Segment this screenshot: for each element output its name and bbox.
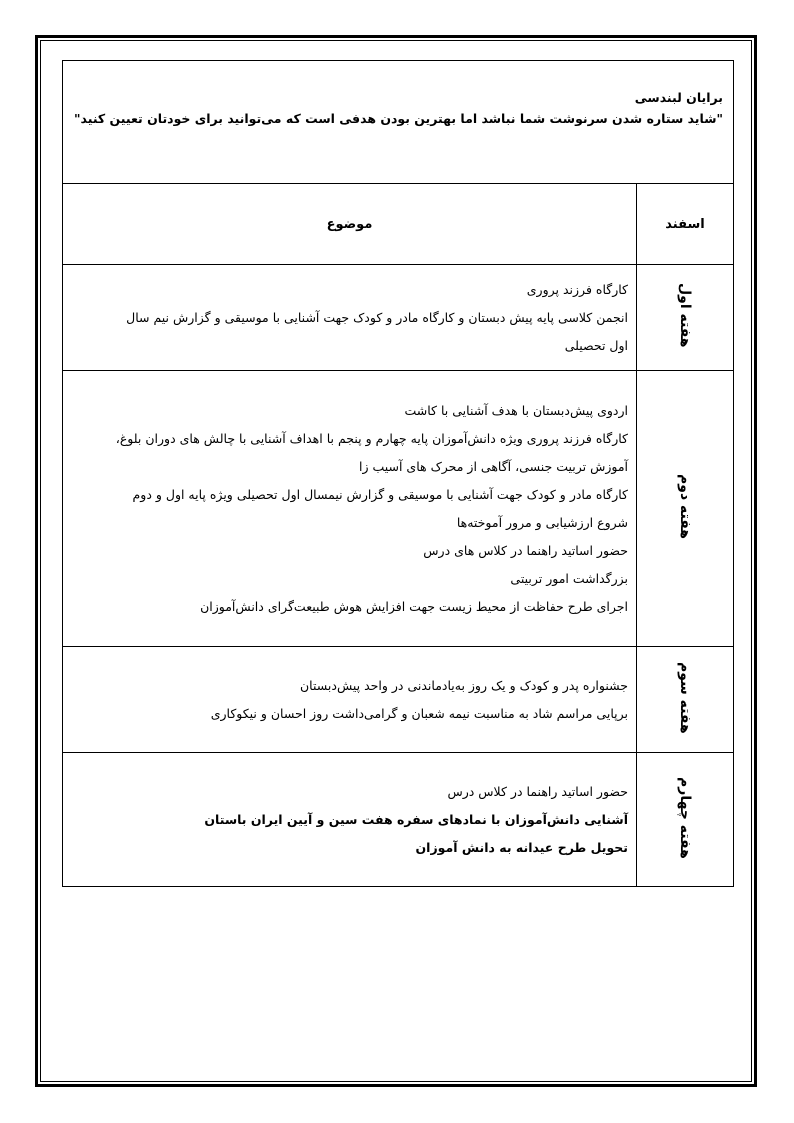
week-label: هفته اول — [677, 283, 693, 348]
topic-line: شروع ارزشیابی و مرور آموخته‌ها — [456, 514, 628, 530]
topic-line: کارگاه مادر و کودک جهت آشنایی با موسیقی و گزارش نیمسال اول تحصیلی ویژه پایه اول و دوم — [132, 486, 628, 502]
week-cell — [637, 265, 734, 371]
topic-line-bold: تحویل طرح عیدانه به دانش آموزان — [415, 839, 628, 855]
week-cell — [637, 753, 734, 887]
week-label: هفته سوم — [677, 661, 693, 734]
topic-line: حضور اساتید راهنما در کلاس های درس — [423, 542, 628, 558]
week-label: هفته دوم — [677, 473, 693, 539]
schedule-table — [62, 183, 734, 887]
table-header-row — [63, 184, 734, 265]
week-cell — [637, 371, 734, 647]
topic-line: کارگاه فرزند پروری — [526, 281, 628, 297]
document-sheet — [62, 60, 734, 887]
topic-line: اردوی پیش‌دبستان با هدف آشنایی با کاشت — [404, 402, 628, 418]
topic-line: آموزش تربیت جنسی، آگاهی از محرک های آسیب زا — [358, 458, 628, 474]
quote-header — [62, 60, 734, 183]
topic-line-bold: آشنایی دانش‌آموزان با نمادهای سفره هفت سین و آیین ایران باستان — [204, 811, 628, 827]
topic-line: برپایی مراسم شاد به مناسبت نیمه شعبان و گرامی‌داشت روز احسان و نیکوکاری — [210, 705, 628, 721]
table-row-week-2 — [63, 371, 734, 647]
quote-text: "شاید ستاره شدن سرنوشت شما نباشد اما بهترین بودن هدفی است که می‌توانید برای خودتان تعیین کنید" — [73, 111, 723, 126]
topic-line: کارگاه فرزند پروری ویژه دانش‌آموزان پایه چهارم و پنجم با اهداف آشنایی با چالش های دوران بلوغ، — [115, 430, 628, 446]
column-header-month: اسفند — [637, 184, 734, 265]
table-row-week-4 — [63, 753, 734, 887]
topic-line: اول تحصیلی — [564, 337, 628, 353]
topic-line: اجرای طرح حفاظت از محیط زیست جهت افزایش هوش طبیعت‌گرای دانش‌آموزان — [200, 598, 628, 614]
topic-cell — [63, 753, 637, 887]
column-header-topic: موضوع — [63, 184, 637, 265]
topic-cell — [63, 647, 637, 753]
topic-cell — [63, 265, 637, 371]
table-row-week-3 — [63, 647, 734, 753]
topic-line: انجمن کلاسی پایه پیش دبستان و کارگاه مادر و کودک جهت آشنایی با موسیقی و گزارش نیم سال — [126, 309, 628, 325]
topic-line: حضور اساتید راهنما در کلاس درس — [447, 783, 628, 799]
week-label: هفته چهارم — [677, 776, 693, 859]
quote-author: برایان لبندسی — [634, 90, 723, 105]
topic-line: بزرگداشت امور تربیتی — [510, 570, 628, 586]
week-cell — [637, 647, 734, 753]
table-row-week-1 — [63, 265, 734, 371]
topic-cell — [63, 371, 637, 647]
topic-line: جشنواره پدر و کودک و یک روز به‌یادماندنی در واحد پیش‌دبستان — [299, 677, 628, 693]
